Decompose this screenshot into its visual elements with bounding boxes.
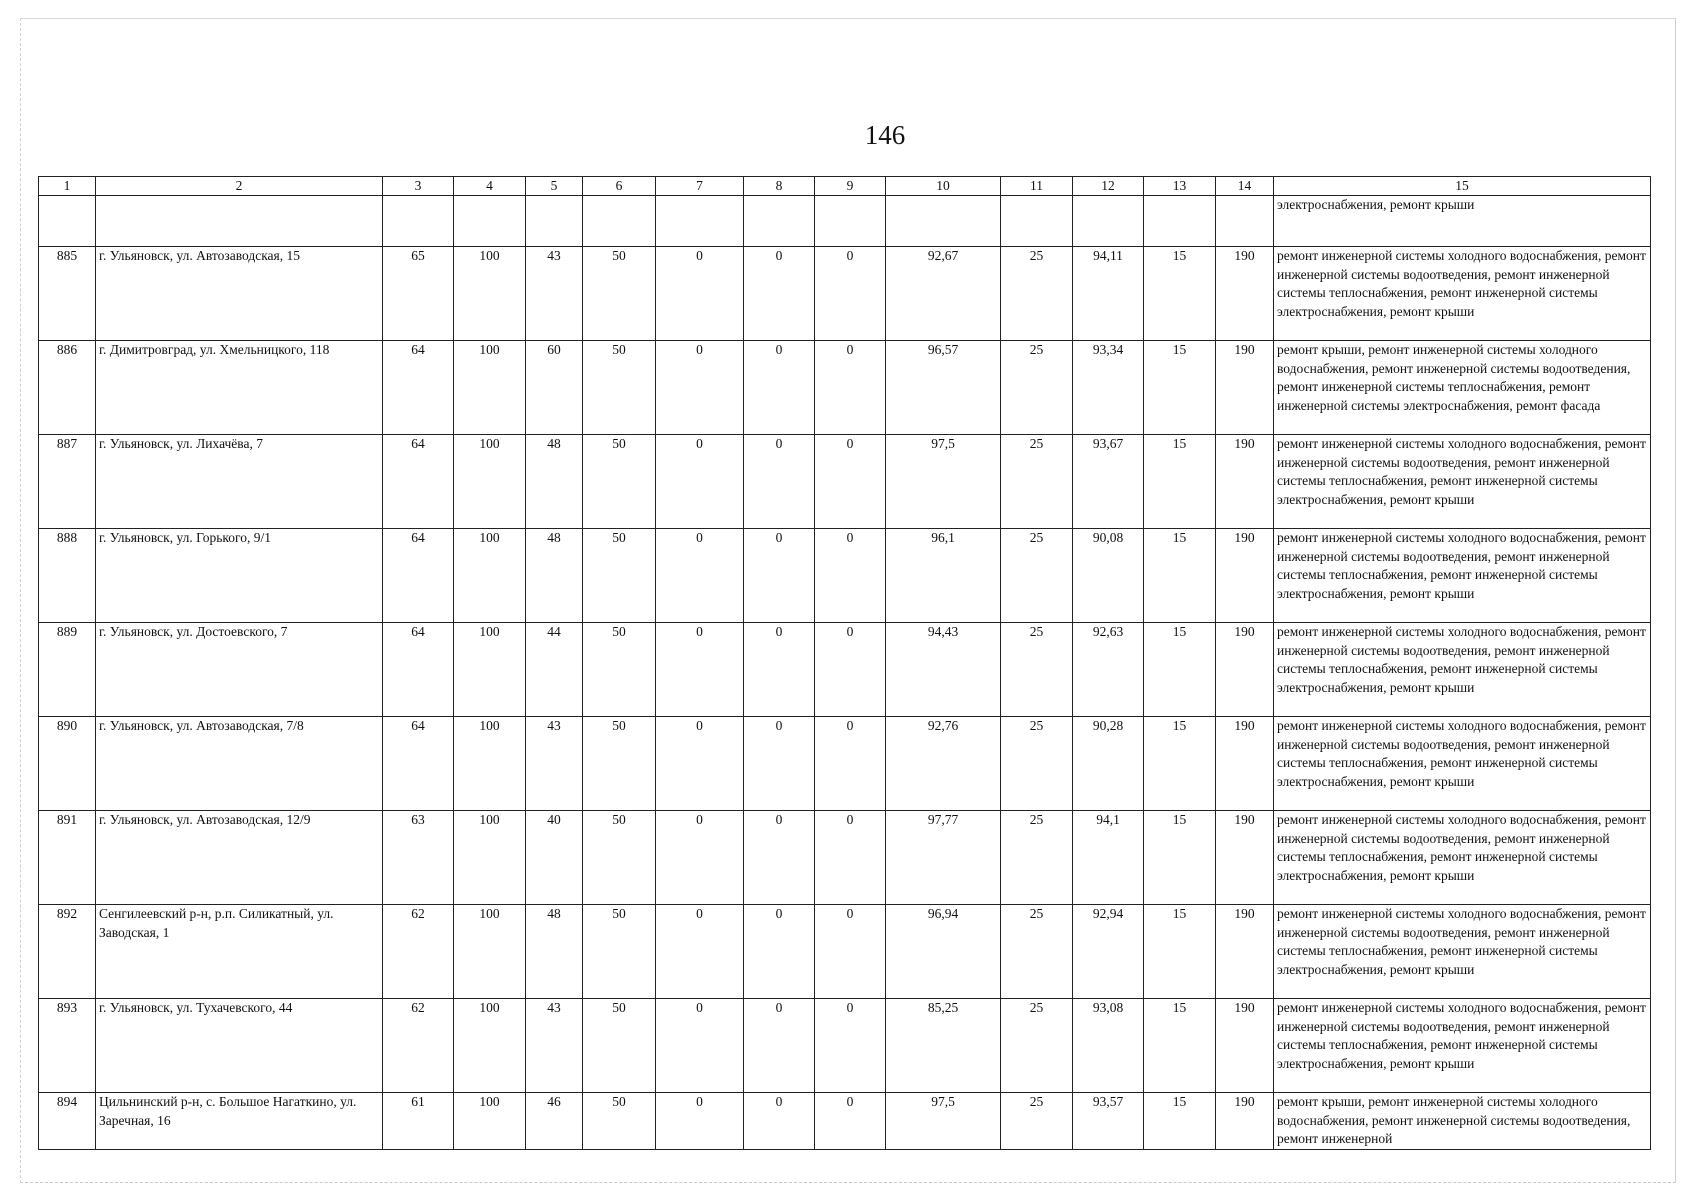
cell-col-9: 0 [815, 435, 886, 529]
cell-col-11: 25 [1001, 905, 1073, 999]
cell-col-9: 0 [815, 717, 886, 811]
table-row [39, 623, 1651, 717]
cell-col-3: 64 [383, 529, 454, 623]
cell-col-12: 94,1 [1073, 811, 1144, 905]
cell-col-4: 100 [454, 529, 526, 623]
cell-col-12: 94,11 [1073, 247, 1144, 341]
cell-col-6: 50 [583, 1093, 656, 1150]
cell-col-10: 92,76 [886, 717, 1001, 811]
cell-empty [383, 196, 454, 247]
table-row [39, 811, 1651, 905]
cell-col-3: 62 [383, 999, 454, 1093]
cell-col-6: 50 [583, 247, 656, 341]
cell-col-4: 100 [454, 811, 526, 905]
cell-col-14: 190 [1216, 529, 1274, 623]
cell-col-11: 25 [1001, 247, 1073, 341]
cell-description: ремонт инженерной системы холодного водоснабжения, ремонт инженерной системы водоотведения, ремонт инженерной системы теплоснабжения, ремонт инженерной системы электроснабжения, ремонт крыши [1274, 717, 1651, 811]
cell-description: электроснабжения, ремонт крыши [1274, 196, 1651, 247]
cell-col-9: 0 [815, 341, 886, 435]
cell-address: г. Димитровград, ул. Хмельницкого, 118 [96, 341, 383, 435]
cell-col-8: 0 [744, 999, 815, 1093]
cell-col-12: 93,67 [1073, 435, 1144, 529]
header-cell: 11 [1001, 177, 1073, 196]
cell-empty [815, 196, 886, 247]
header-cell: 15 [1274, 177, 1651, 196]
table-row [39, 1093, 1651, 1150]
table-row [39, 999, 1651, 1093]
cell-description: ремонт инженерной системы холодного водоснабжения, ремонт инженерной системы водоотведения, ремонт инженерной системы теплоснабжения, ремонт инженерной системы электроснабжения, ремонт крыши [1274, 999, 1651, 1093]
cell-address: г. Ульяновск, ул. Горького, 9/1 [96, 529, 383, 623]
cell-empty [583, 196, 656, 247]
cell-col-3: 64 [383, 341, 454, 435]
cell-col-6: 50 [583, 999, 656, 1093]
table-row [39, 247, 1651, 341]
table-row [39, 529, 1651, 623]
header-cell: 10 [886, 177, 1001, 196]
cell-col-3: 62 [383, 905, 454, 999]
cell-number: 888 [39, 529, 96, 623]
cell-col-8: 0 [744, 811, 815, 905]
cell-col-14: 190 [1216, 905, 1274, 999]
cell-col-4: 100 [454, 717, 526, 811]
cell-col-13: 15 [1144, 1093, 1216, 1150]
table-row [39, 905, 1651, 999]
cell-empty [1216, 196, 1274, 247]
cell-col-11: 25 [1001, 341, 1073, 435]
cell-col-12: 93,34 [1073, 341, 1144, 435]
table-row [39, 717, 1651, 811]
cell-col-8: 0 [744, 529, 815, 623]
cell-col-7: 0 [656, 905, 744, 999]
cell-col-11: 25 [1001, 811, 1073, 905]
cell-col-12: 93,08 [1073, 999, 1144, 1093]
cell-col-3: 65 [383, 247, 454, 341]
cell-col-4: 100 [454, 905, 526, 999]
cell-description: ремонт крыши, ремонт инженерной системы холодного водоснабжения, ремонт инженерной системы водоотведения, ремонт инженерной [1274, 1093, 1651, 1150]
cell-col-8: 0 [744, 905, 815, 999]
header-cell: 6 [583, 177, 656, 196]
cell-col-10: 97,5 [886, 435, 1001, 529]
table-row [39, 341, 1651, 435]
cell-col-13: 15 [1144, 811, 1216, 905]
cell-col-9: 0 [815, 811, 886, 905]
cell-col-10: 96,94 [886, 905, 1001, 999]
cell-col-13: 15 [1144, 341, 1216, 435]
header-cell: 3 [383, 177, 454, 196]
cell-col-11: 25 [1001, 623, 1073, 717]
cell-col-14: 190 [1216, 999, 1274, 1093]
cell-number: 893 [39, 999, 96, 1093]
header-cell: 7 [656, 177, 744, 196]
cell-col-5: 43 [526, 247, 583, 341]
cell-empty [1001, 196, 1073, 247]
cell-col-8: 0 [744, 341, 815, 435]
cell-col-5: 48 [526, 905, 583, 999]
header-cell: 8 [744, 177, 815, 196]
cell-empty [1073, 196, 1144, 247]
cell-col-14: 190 [1216, 811, 1274, 905]
cell-number: 886 [39, 341, 96, 435]
cell-col-11: 25 [1001, 435, 1073, 529]
cell-col-5: 60 [526, 341, 583, 435]
cell-description: ремонт инженерной системы холодного водоснабжения, ремонт инженерной системы водоотведения, ремонт инженерной системы теплоснабжения, ремонт инженерной системы электроснабжения, ремонт крыши [1274, 623, 1651, 717]
cell-col-3: 64 [383, 717, 454, 811]
cell-empty [39, 196, 96, 247]
cell-col-7: 0 [656, 999, 744, 1093]
cell-col-5: 43 [526, 717, 583, 811]
cell-col-12: 90,08 [1073, 529, 1144, 623]
cell-col-3: 64 [383, 435, 454, 529]
cell-address: г. Ульяновск, ул. Достоевского, 7 [96, 623, 383, 717]
cell-col-5: 48 [526, 435, 583, 529]
cell-address: г. Ульяновск, ул. Автозаводская, 15 [96, 247, 383, 341]
cell-number: 894 [39, 1093, 96, 1150]
cell-col-14: 190 [1216, 1093, 1274, 1150]
cell-col-14: 190 [1216, 247, 1274, 341]
cell-empty [744, 196, 815, 247]
cell-col-11: 25 [1001, 999, 1073, 1093]
cell-col-13: 15 [1144, 529, 1216, 623]
cell-col-9: 0 [815, 1093, 886, 1150]
cell-col-4: 100 [454, 341, 526, 435]
cell-address: г. Ульяновск, ул. Тухачевского, 44 [96, 999, 383, 1093]
header-cell: 12 [1073, 177, 1144, 196]
header-cell: 2 [96, 177, 383, 196]
cell-col-11: 25 [1001, 717, 1073, 811]
cell-col-8: 0 [744, 435, 815, 529]
cell-number: 890 [39, 717, 96, 811]
cell-col-14: 190 [1216, 341, 1274, 435]
cell-col-10: 97,77 [886, 811, 1001, 905]
cell-col-4: 100 [454, 247, 526, 341]
cell-col-14: 190 [1216, 623, 1274, 717]
cell-number: 892 [39, 905, 96, 999]
cell-col-3: 61 [383, 1093, 454, 1150]
cell-col-6: 50 [583, 529, 656, 623]
cell-col-6: 50 [583, 811, 656, 905]
header-cell: 5 [526, 177, 583, 196]
cell-col-4: 100 [454, 1093, 526, 1150]
cell-empty [96, 196, 383, 247]
cell-description: ремонт крыши, ремонт инженерной системы холодного водоснабжения, ремонт инженерной системы водоотведения, ремонт инженерной системы теплоснабжения, ремонт инженерной системы электроснабжения, ремонт фасада [1274, 341, 1651, 435]
cell-col-13: 15 [1144, 623, 1216, 717]
cell-col-7: 0 [656, 811, 744, 905]
cell-number: 887 [39, 435, 96, 529]
cell-col-8: 0 [744, 717, 815, 811]
cell-col-7: 0 [656, 247, 744, 341]
cell-description: ремонт инженерной системы холодного водоснабжения, ремонт инженерной системы водоотведения, ремонт инженерной системы теплоснабжения, ремонт инженерной системы электроснабжения, ремонт крыши [1274, 435, 1651, 529]
cell-address: г. Ульяновск, ул. Автозаводская, 12/9 [96, 811, 383, 905]
cell-col-5: 40 [526, 811, 583, 905]
continuation-row [39, 196, 1651, 247]
cell-col-10: 97,5 [886, 1093, 1001, 1150]
cell-col-14: 190 [1216, 717, 1274, 811]
cell-description: ремонт инженерной системы холодного водоснабжения, ремонт инженерной системы водоотведения, ремонт инженерной системы теплоснабжения, ремонт инженерной системы электроснабжения, ремонт крыши [1274, 811, 1651, 905]
header-cell: 14 [1216, 177, 1274, 196]
cell-col-11: 25 [1001, 1093, 1073, 1150]
cell-number: 885 [39, 247, 96, 341]
cell-col-13: 15 [1144, 247, 1216, 341]
cell-number: 889 [39, 623, 96, 717]
cell-col-7: 0 [656, 623, 744, 717]
cell-col-9: 0 [815, 529, 886, 623]
cell-col-10: 94,43 [886, 623, 1001, 717]
cell-col-9: 0 [815, 905, 886, 999]
cell-col-10: 96,57 [886, 341, 1001, 435]
cell-col-12: 93,57 [1073, 1093, 1144, 1150]
cell-col-12: 90,28 [1073, 717, 1144, 811]
header-cell: 1 [39, 177, 96, 196]
page-number: 146 [864, 120, 906, 150]
cell-col-6: 50 [583, 905, 656, 999]
cell-empty [886, 196, 1001, 247]
cell-col-7: 0 [656, 529, 744, 623]
cell-col-6: 50 [583, 717, 656, 811]
cell-col-13: 15 [1144, 435, 1216, 529]
cell-col-10: 92,67 [886, 247, 1001, 341]
cell-col-7: 0 [656, 1093, 744, 1150]
cell-col-3: 63 [383, 811, 454, 905]
cell-col-9: 0 [815, 999, 886, 1093]
cell-col-13: 15 [1144, 999, 1216, 1093]
cell-col-13: 15 [1144, 717, 1216, 811]
table-row [39, 435, 1651, 529]
cell-col-5: 48 [526, 529, 583, 623]
cell-address: Сенгилеевский р-н, р.п. Силикатный, ул. Заводская, 1 [96, 905, 383, 999]
cell-col-7: 0 [656, 717, 744, 811]
cell-col-9: 0 [815, 623, 886, 717]
cell-col-11: 25 [1001, 529, 1073, 623]
cell-col-3: 64 [383, 623, 454, 717]
cell-col-4: 100 [454, 999, 526, 1093]
data-table [38, 176, 1651, 1150]
cell-description: ремонт инженерной системы холодного водоснабжения, ремонт инженерной системы водоотведения, ремонт инженерной системы теплоснабжения, ремонт инженерной системы электроснабжения, ремонт крыши [1274, 247, 1651, 341]
cell-col-6: 50 [583, 623, 656, 717]
cell-col-5: 46 [526, 1093, 583, 1150]
cell-col-5: 44 [526, 623, 583, 717]
cell-col-8: 0 [744, 1093, 815, 1150]
cell-address: г. Ульяновск, ул. Автозаводская, 7/8 [96, 717, 383, 811]
cell-col-12: 92,94 [1073, 905, 1144, 999]
cell-empty [1144, 196, 1216, 247]
header-cell: 4 [454, 177, 526, 196]
cell-address: Цильнинский р-н, с. Большое Нагаткино, ул. Заречная, 16 [96, 1093, 383, 1150]
cell-description: ремонт инженерной системы холодного водоснабжения, ремонт инженерной системы водоотведения, ремонт инженерной системы теплоснабжения, ремонт инженерной системы электроснабжения, ремонт крыши [1274, 529, 1651, 623]
cell-col-14: 190 [1216, 435, 1274, 529]
cell-col-5: 43 [526, 999, 583, 1093]
cell-col-8: 0 [744, 247, 815, 341]
cell-col-4: 100 [454, 435, 526, 529]
cell-col-7: 0 [656, 435, 744, 529]
cell-col-10: 96,1 [886, 529, 1001, 623]
cell-col-12: 92,63 [1073, 623, 1144, 717]
cell-col-6: 50 [583, 435, 656, 529]
cell-empty [454, 196, 526, 247]
cell-col-6: 50 [583, 341, 656, 435]
cell-col-10: 85,25 [886, 999, 1001, 1093]
cell-col-8: 0 [744, 623, 815, 717]
cell-col-9: 0 [815, 247, 886, 341]
cell-col-7: 0 [656, 341, 744, 435]
cell-number: 891 [39, 811, 96, 905]
header-row [39, 177, 1651, 196]
header-cell: 9 [815, 177, 886, 196]
cell-empty [656, 196, 744, 247]
cell-col-13: 15 [1144, 905, 1216, 999]
header-cell: 13 [1144, 177, 1216, 196]
cell-empty [526, 196, 583, 247]
cell-description: ремонт инженерной системы холодного водоснабжения, ремонт инженерной системы водоотведения, ремонт инженерной системы теплоснабжения, ремонт инженерной системы электроснабжения, ремонт крыши [1274, 905, 1651, 999]
cell-address: г. Ульяновск, ул. Лихачёва, 7 [96, 435, 383, 529]
cell-col-4: 100 [454, 623, 526, 717]
